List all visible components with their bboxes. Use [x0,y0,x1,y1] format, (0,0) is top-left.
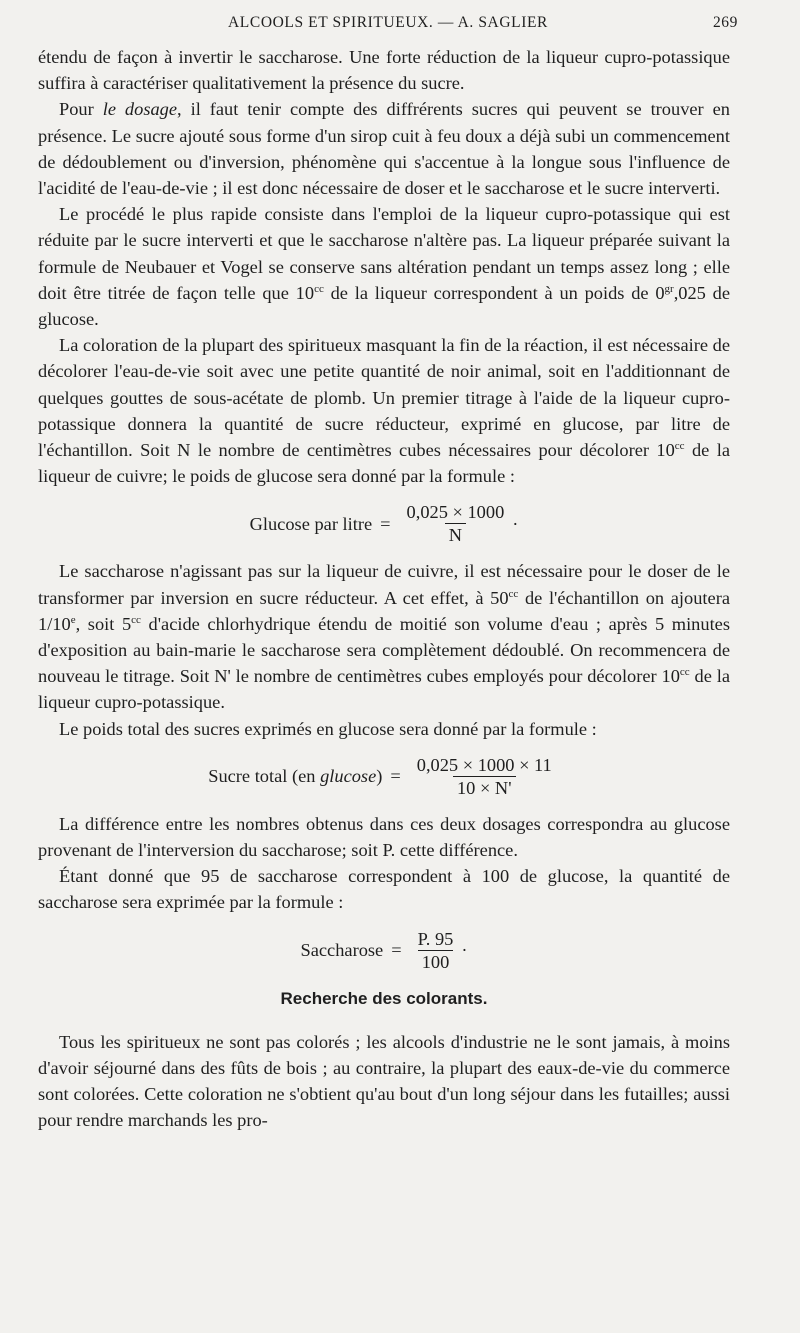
p3-b: de la liqueur correspondent à un poids de 0 [323,282,665,303]
p5-b: de l'échantillon on ajoutera 1/10 [38,587,730,634]
formula2-label-start: Sucre total (en [208,766,321,787]
formula3-denominator: 100 [418,950,454,973]
p3-c: ,025 de glucose. [38,282,730,330]
p5-sup1: cc [508,587,519,600]
p4-b: de la liqueur de cuivre; le poids de glucose sera donné par la formule : [38,440,731,487]
p5-c: , soit 5 [75,613,132,634]
paragraph-6: Le poids total des sucres exprimés en glucose sera donné par la formule : [59,718,597,739]
p2-emphasis: le dosage [102,99,178,120]
p5-sup4: cc [679,666,690,679]
p4-sup1: cc [674,439,685,452]
paragraph-7: La différence entre les nombres obtenus dans ces deux dosages correspondra au glucose provenant de l'interversion du saccharose; soit P. cette différence. [38,813,730,861]
p5-a: Le saccharose n'agissant pas sur la liqueur de cuivre, il est nécessaire pour le doser de le transformer par inversion en sucre réducteur. A cet effet, à 50 [38,561,730,608]
formula1-end: · [512,513,519,534]
p4-a: La coloration de la plupart des spiritueux masquant la fin de la réaction, il est nécessaire de décolorer l'eau-de-vie soit avec une petite quantité de noir animal, soit en l'additionnant de quelques gouttes de sous-acétate de plomb. Un premier titrage à l'aide de la liqueur cupro-potassique donnera la quantité de sucre réducteur, exprimé en glucose, par litre de l'échantillon. Soit N le nombre de centimètres cubes nécessaires pour décolorer 10 [38,335,730,461]
formula2-label-em: glucose [320,766,377,787]
section-heading: Recherche des colorants. [280,988,488,1008]
p5-sup2: e [70,613,76,626]
formula2-label [208,763,382,789]
paragraph-3 [38,201,730,332]
formula-saccharose [38,928,730,973]
p5-sup3: cc [131,613,141,626]
formula2-numerator: 0,025 × 1000 × 11 [416,754,552,775]
p5-e: de la liqueur cupro-potassique. [38,666,731,713]
formula1-equals: = [380,513,391,534]
running-header [38,14,738,40]
formula2-label-end: ) [376,766,383,787]
formula3-equals: = [391,940,402,961]
formula2-denominator: 10 × N' [453,776,516,799]
formula3-fraction [414,928,458,973]
formula-sucre-total [38,754,730,799]
paragraph-4 [38,332,730,489]
p5-d: d'acide chlorhydrique étendu de moitié son volume d'eau ; après 5 minutes d'exposition au bain-marie le saccharose sera complètement dédoublé. On recommencera de nouveau le titrage. Soit N' le nombre de centimètres cubes employés pour décolorer 10 [38,613,730,687]
formula1-fraction [403,501,509,546]
page-body [38,44,730,1134]
running-title: ALCOOLS ET SPIRITUEUX. — A. SAGLIER [228,14,548,31]
formula3-label: Saccharose [300,940,384,961]
formula-glucose [38,501,730,546]
p2-start: Pour [59,99,103,120]
formula1-label: Glucose par litre [249,513,373,534]
formula1-numerator: 0,025 × 1000 [406,502,505,523]
page-number: 269 [712,14,738,31]
formula2-equals: = [390,766,401,787]
p2-rest: , il faut tenir compte des diffrérents sucres qui peuvent se trouver en présence. Le sucre ajouté sous forme d'un sirop cuit à feu doux a déjà subi un commencement de dédoublement ou d'inversion, phénomène qui s'accentue à la longue sous l'influence de l'acidité de l'eau-de-vie ; il est donc nécessaire de doser et le saccharose et le sucre interverti. [38,99,730,199]
formula2-fraction [413,754,556,799]
formula1-denominator: N [445,523,466,546]
paragraph-5 [38,558,730,715]
p3-sup1: cc [314,282,324,295]
formula3-end: · [461,940,468,961]
paragraph-1: étendu de façon à invertir le saccharose. Une forte réduction de la liqueur cupro-potassique suffira à caractériser qualitativement la présence du sucre. [38,47,730,94]
paragraph-9: Tous les spiritueux ne sont pas colorés ; les alcools d'industrie ne le sont jamais, à moins d'avoir séjourné dans des fûts de bois ; au contraire, la plupart des eaux-de-vie du commerce sont colorées. Cette coloration ne s'obtient qu'au bout d'un long séjour dans les futailles; aussi pour rendre marchands les pro- [38,1031,730,1131]
paragraph-8: Étant donné que 95 de saccharose correspondent à 100 de glucose, la quantité de saccharose sera exprimée par la formule : [38,866,730,913]
formula3-numerator: P. 95 [417,928,454,949]
paragraph-2 [38,96,730,201]
p3-sup2: gr [664,282,674,295]
p3-a: Le procédé le plus rapide consiste dans l'emploi de la liqueur cupro-potassique qui est réduite par le sucre interverti et que le saccharose n'altère pas. La liqueur préparée suivant la formule de Neubauer et Vogel se conserve sans altération pendant un temps assez long ; elle doit être titrée de façon telle que 10 [38,204,730,303]
